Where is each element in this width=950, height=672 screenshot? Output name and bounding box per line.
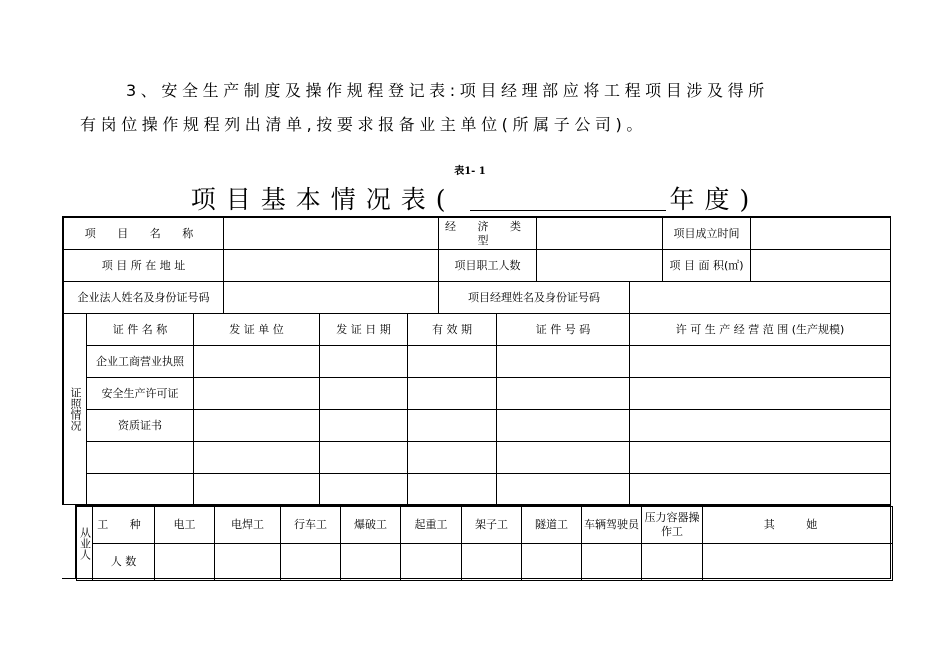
table-row (64, 442, 891, 474)
worker-type-header: 爆破工 (341, 507, 401, 544)
cert-row-name: 安全生产许可证 (87, 378, 194, 410)
legal-person-value[interactable] (224, 282, 439, 314)
worker-count-cell[interactable] (582, 544, 642, 581)
cert-cell[interactable] (630, 346, 891, 378)
cert-cell[interactable] (194, 346, 320, 378)
table-row (64, 474, 891, 505)
worker-type-header: 车辆驾驶员 (582, 507, 642, 544)
cert-header-scope: 许 可 生 产 经 营 范 围 (生产规模) (630, 314, 891, 346)
cert-cell[interactable] (320, 442, 408, 474)
project-manager-label: 项目经理姓名及身份证号码 (439, 282, 630, 314)
economic-type-label: 经 济 类 型 (439, 218, 537, 250)
cert-cell[interactable] (497, 410, 630, 442)
project-area-value[interactable] (751, 250, 891, 282)
page-title (150, 180, 800, 216)
cert-cell[interactable] (408, 474, 497, 505)
table-row (64, 378, 891, 410)
worker-type-header: 电焊工 (215, 507, 281, 544)
workers-table (76, 506, 893, 581)
cert-cell[interactable] (194, 378, 320, 410)
cert-row-name[interactable] (87, 474, 194, 505)
established-time-value[interactable] (751, 218, 891, 250)
cert-cell[interactable] (194, 410, 320, 442)
cert-cell[interactable] (408, 442, 497, 474)
cert-cell[interactable] (408, 378, 497, 410)
cert-row-name: 资质证书 (87, 410, 194, 442)
worker-count-cell[interactable] (215, 544, 281, 581)
cert-header-number: 证 件 号 码 (497, 314, 630, 346)
table-row (64, 410, 891, 442)
worker-type-header: 架子工 (462, 507, 522, 544)
cert-cell[interactable] (320, 346, 408, 378)
project-address-label: 项 目 所 在 地 址 (64, 250, 224, 282)
project-info-form (62, 216, 891, 505)
intro-paragraph (80, 74, 870, 142)
cert-cell[interactable] (497, 378, 630, 410)
worker-count-cell[interactable] (401, 544, 462, 581)
workers-form (75, 505, 891, 579)
cert-header-name: 证 件 名 称 (87, 314, 194, 346)
economic-type-value[interactable] (537, 218, 663, 250)
worker-count-cell[interactable] (281, 544, 341, 581)
worker-type-header: 电工 (155, 507, 215, 544)
year-blank-field[interactable] (470, 186, 666, 211)
worker-count-cell[interactable] (155, 544, 215, 581)
cert-cell[interactable] (630, 474, 891, 505)
worker-type-header: 起重工 (401, 507, 462, 544)
project-address-value[interactable] (224, 250, 439, 282)
cert-cell[interactable] (194, 442, 320, 474)
cert-cell[interactable] (194, 474, 320, 505)
staff-count-value[interactable] (537, 250, 663, 282)
worker-count-cell[interactable] (462, 544, 522, 581)
worker-type-header: 隧道工 (522, 507, 582, 544)
worker-type-header: 压力容器操作工 (642, 507, 703, 544)
worker-type-label: 工 种 (93, 507, 155, 544)
cert-header-validity: 有 效 期 (408, 314, 497, 346)
intro-line-1: 3、安全生产制度及操作规程登记表:项目经理部应将工程项目涉及得所 (126, 81, 769, 100)
worker-count-label: 人 数 (93, 544, 155, 581)
cert-cell[interactable] (408, 346, 497, 378)
footer-rule (62, 578, 90, 579)
legal-person-label: 企业法人姓名及身份证号码 (64, 282, 224, 314)
workers-section-label: 从业人 (77, 507, 93, 581)
cert-cell[interactable] (320, 474, 408, 505)
worker-type-header: 其 她 (703, 507, 893, 544)
project-name-label: 项 目 名 称 (64, 218, 224, 250)
project-manager-value[interactable] (630, 282, 891, 314)
certificates-section-label: 证照情况 (64, 314, 87, 505)
cert-cell[interactable] (497, 442, 630, 474)
cert-row-name[interactable] (87, 442, 194, 474)
staff-count-label: 项目职工人数 (439, 250, 537, 282)
cert-header-issuer: 发 证 单 位 (194, 314, 320, 346)
project-name-value[interactable] (224, 218, 439, 250)
cert-row-name: 企业工商营业执照 (87, 346, 194, 378)
worker-count-cell[interactable] (703, 544, 893, 581)
cert-cell[interactable] (320, 378, 408, 410)
cert-cell[interactable] (497, 346, 630, 378)
title-prefix: 项目基本情况表( (190, 185, 456, 214)
table-row (77, 544, 893, 581)
worker-count-cell[interactable] (522, 544, 582, 581)
worker-type-header: 行车工 (281, 507, 341, 544)
project-area-label: 项 目 面 积(㎡) (663, 250, 751, 282)
cert-cell[interactable] (630, 410, 891, 442)
worker-count-cell[interactable] (341, 544, 401, 581)
worker-count-cell[interactable] (642, 544, 703, 581)
cert-cell[interactable] (630, 442, 891, 474)
table-number: 表1- 1 (454, 166, 486, 177)
project-info-table (63, 217, 891, 505)
table-row (64, 346, 891, 378)
cert-header-issue-date: 发 证 日 期 (320, 314, 408, 346)
cert-cell[interactable] (408, 410, 497, 442)
cert-cell[interactable] (320, 410, 408, 442)
intro-line-2: 有岗位操作规程列出清单,按要求报备业主单位(所属子公司)。 (80, 115, 647, 134)
established-time-label: 项目成立时间 (663, 218, 751, 250)
cert-cell[interactable] (497, 474, 630, 505)
title-suffix: 年度) (669, 185, 760, 214)
cert-cell[interactable] (630, 378, 891, 410)
